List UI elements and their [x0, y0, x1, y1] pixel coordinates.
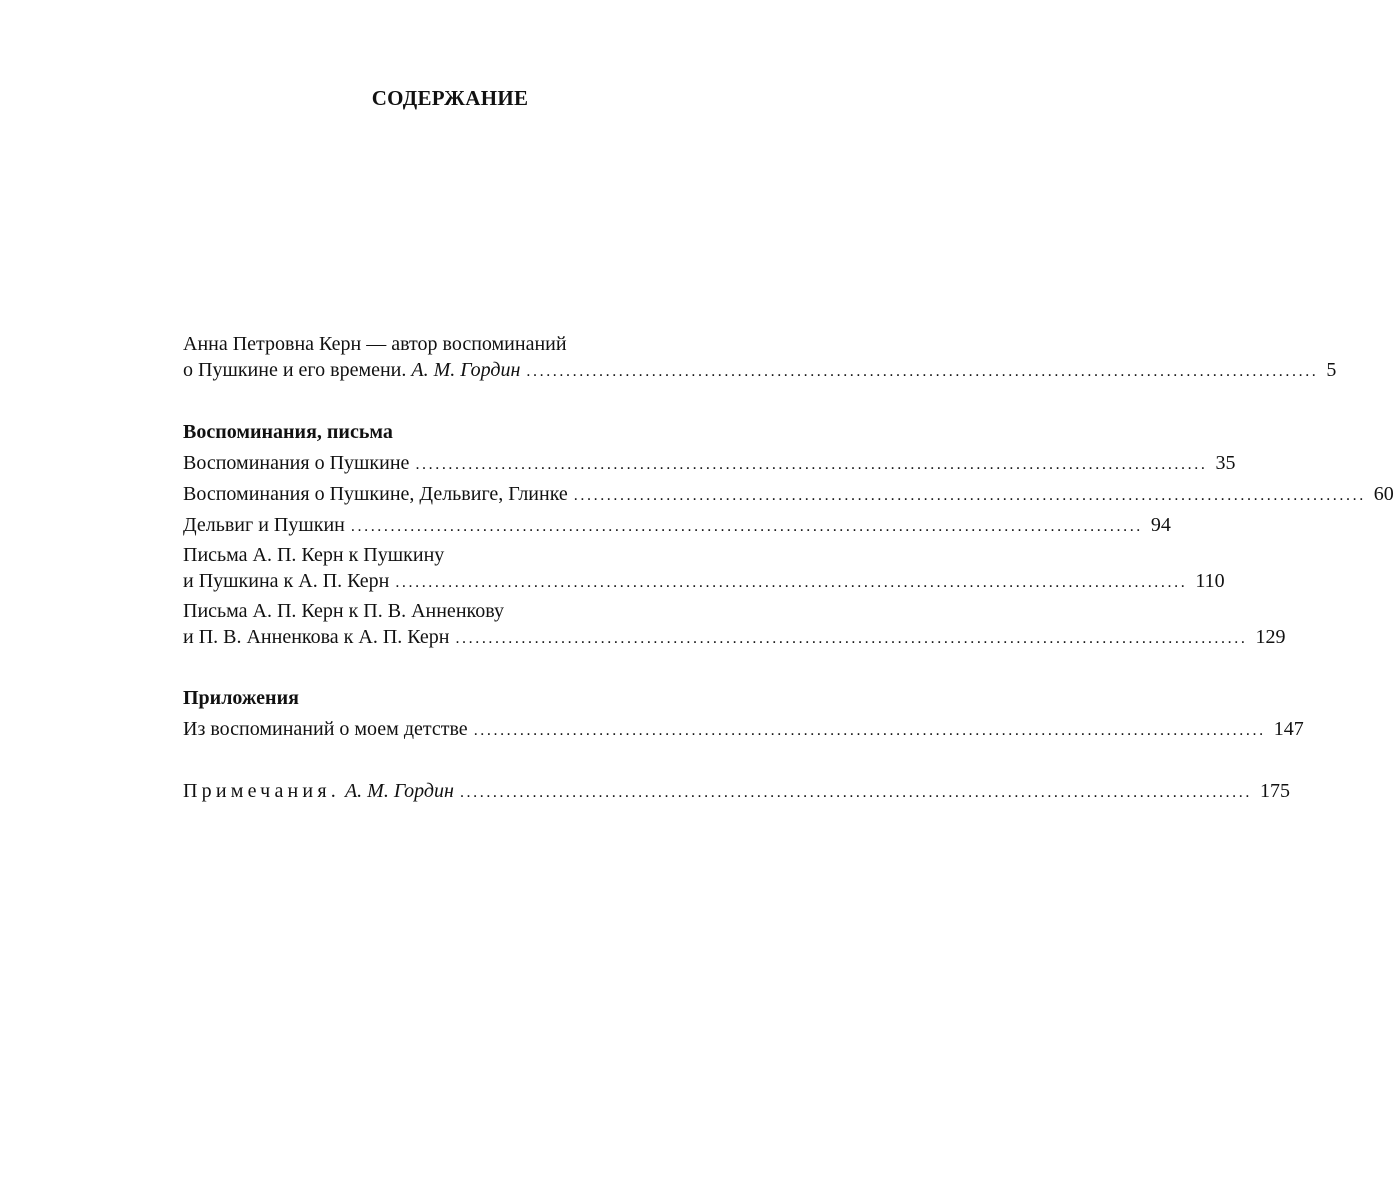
toc-entry-intro: [183, 331, 1337, 385]
toc-entry-row: [183, 512, 1171, 540]
toc-page-number: 94: [1150, 514, 1171, 536]
toc-entry-row: [183, 568, 1225, 596]
toc-page-number: 35: [1215, 452, 1236, 474]
toc-page-number: 175: [1259, 780, 1290, 802]
toc-entry: [183, 481, 1394, 509]
toc-page-number: 60: [1373, 483, 1394, 505]
toc-entry-row: [183, 624, 1286, 652]
section-heading-appendix: Приложения: [183, 687, 299, 709]
toc-page-number: 110: [1195, 570, 1225, 592]
toc-entry: [183, 716, 1304, 744]
dot-leader: ........................................................................................................................: [415, 456, 1208, 473]
toc-entry-row: [183, 357, 1337, 385]
toc-entry: [183, 598, 1286, 652]
page-title: СОДЕРЖАНИЕ: [371, 86, 529, 110]
toc-entry-text: [183, 778, 454, 804]
toc-entry: [183, 512, 1171, 540]
toc-entry-text-part: о Пушкине и его времени.: [183, 359, 407, 381]
toc-notes-label: Примечания.: [183, 780, 340, 802]
toc-page-number: 129: [1255, 626, 1286, 648]
toc-page-number: 5: [1326, 359, 1337, 381]
section-heading-memoirs: Воспоминания, письма: [183, 421, 393, 443]
toc-entry-author: А. М. Гордин: [411, 359, 521, 381]
toc-page-number: 147: [1273, 718, 1304, 740]
toc-entry-row: [183, 778, 1290, 806]
toc-entry: [183, 450, 1236, 478]
toc-entry-text: Дельвиг и Пушкин: [183, 514, 345, 536]
toc-entry-text: и П. В. Анненкова к А. П. Керн: [183, 626, 450, 648]
dot-leader: ........................................................................................................................: [350, 518, 1143, 535]
toc-entry-text: Воспоминания о Пушкине: [183, 452, 410, 474]
toc-entry-author: А. М. Гордин: [344, 780, 454, 802]
toc-entry-text: и Пушкина к А. П. Керн: [183, 570, 390, 592]
toc-entry-text: Из воспоминаний о моем детстве: [183, 718, 468, 740]
toc-entry-notes: [183, 778, 1290, 806]
dot-leader: ........................................................................................................................: [526, 363, 1319, 380]
dot-leader: ........................................................................................................................: [459, 784, 1252, 801]
dot-leader: ........................................................................................................................: [573, 487, 1366, 504]
toc-entry-row: [183, 450, 1236, 478]
dot-leader: ........................................................................................................................: [395, 574, 1188, 591]
dot-leader: ........................................................................................................................: [455, 630, 1248, 647]
toc-entry-row: [183, 716, 1304, 744]
toc-entry-line: Письма А. П. Керн к П. В. Анненкову: [183, 600, 504, 622]
toc-entry-line: Анна Петровна Керн — автор воспоминаний: [183, 333, 567, 355]
dot-leader: ........................................................................................................................: [473, 722, 1266, 739]
toc-entry-text: [183, 357, 520, 383]
toc-entry: [183, 542, 1225, 596]
toc-entry-line: Письма А. П. Керн к Пушкину: [183, 544, 445, 566]
toc-entry-text: Воспоминания о Пушкине, Дельвиге, Глинке: [183, 483, 568, 505]
toc-entry-row: [183, 481, 1394, 509]
